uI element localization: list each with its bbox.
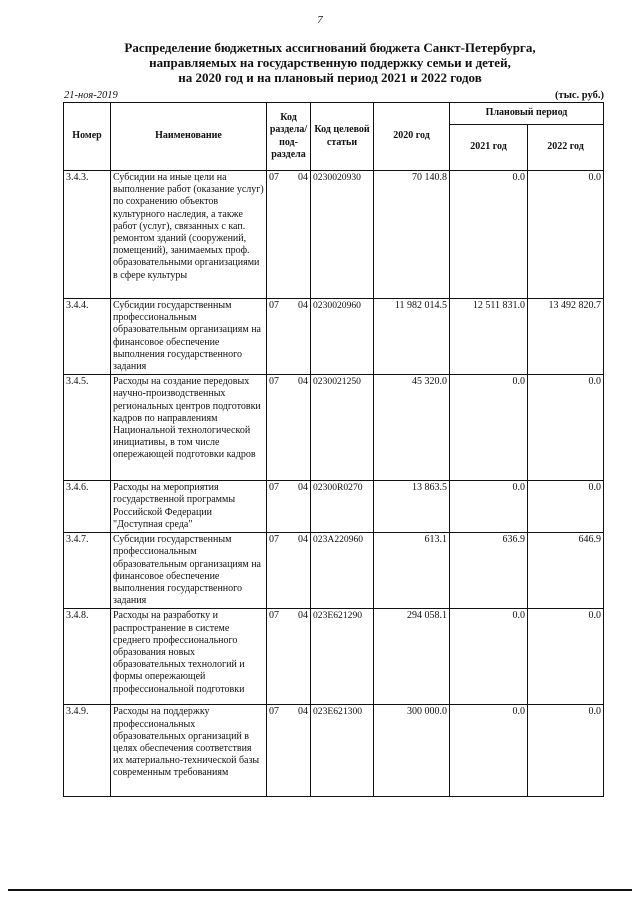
row-number: 3.4.4. xyxy=(64,299,111,375)
row-section-code: 07 xyxy=(267,533,291,609)
row-number: 3.4.5. xyxy=(64,375,111,481)
header-number: Номер xyxy=(64,103,111,171)
row-target-code: 023E621300 xyxy=(311,705,374,797)
row-amount-2021: 0.0 xyxy=(450,375,528,481)
table-row xyxy=(64,705,604,797)
row-section-code: 07 xyxy=(267,481,291,533)
row-amount-2020: 13 863.5 xyxy=(374,481,450,533)
row-section-code: 07 xyxy=(267,609,291,705)
header-year-2021: 2021 год xyxy=(450,125,528,171)
row-amount-2021: 12 511 831.0 xyxy=(450,299,528,375)
report-date: 21-ноя-2019 xyxy=(64,90,118,101)
row-name: Субсидии государственным профессиональным образовательным организациям на финансовое обеспечение выполнения государственного задания xyxy=(111,299,267,375)
row-number: 3.4.9. xyxy=(64,705,111,797)
row-number: 3.4.6. xyxy=(64,481,111,533)
row-amount-2020: 294 058.1 xyxy=(374,609,450,705)
table-row xyxy=(64,299,604,375)
table-row xyxy=(64,171,604,299)
header-name: Наименование xyxy=(111,103,267,171)
budget-table xyxy=(63,102,604,797)
row-name: Расходы на разработку и распространение в системе среднего профессионального образования новых образовательных технологий и формы опережающей профессиональной подготовки xyxy=(111,609,267,705)
row-target-code: 023E621290 xyxy=(311,609,374,705)
header-year-2022: 2022 год xyxy=(528,125,604,171)
row-amount-2021: 0.0 xyxy=(450,171,528,299)
table-body xyxy=(64,171,604,797)
row-amount-2022: 0.0 xyxy=(528,375,604,481)
row-section-code: 07 xyxy=(267,171,291,299)
row-number: 3.4.7. xyxy=(64,533,111,609)
row-target-code: 0230021250 xyxy=(311,375,374,481)
header-section-code: Код раздела/ под-раздела xyxy=(267,103,311,171)
title-line: на 2020 год и на плановый период 2021 и 2022 годов xyxy=(178,70,482,85)
row-target-code: 0230020960 xyxy=(311,299,374,375)
units-label: (тыс. руб.) xyxy=(555,90,604,101)
row-target-code: 02300R0270 xyxy=(311,481,374,533)
header-year-2020: 2020 год xyxy=(374,103,450,171)
row-name: Субсидии на иные цели на выполнение работ (оказание услуг) по сохранению объектов культурного наследия, а также работ (услуг), связанных с кап. ремонтом зданий (сооружений, помещений), занимаемых проф. образовательными организациями в сфере культуры xyxy=(111,171,267,299)
row-amount-2020: 613.1 xyxy=(374,533,450,609)
row-amount-2022: 13 492 820.7 xyxy=(528,299,604,375)
row-section-code: 07 xyxy=(267,705,291,797)
row-subsection-code: 04 xyxy=(291,171,311,299)
row-section-code: 07 xyxy=(267,375,291,481)
row-subsection-code: 04 xyxy=(291,299,311,375)
row-name: Субсидии государственным профессиональным образовательным организациям на финансовое обеспечение выполнения государственного задания xyxy=(111,533,267,609)
header-planning-period: Плановый период xyxy=(450,103,604,125)
row-subsection-code: 04 xyxy=(291,481,311,533)
row-amount-2022: 646.9 xyxy=(528,533,604,609)
row-name: Расходы на мероприятия государственной программы Российской Федерации "Доступная среда" xyxy=(111,481,267,533)
row-amount-2021: 0.0 xyxy=(450,481,528,533)
row-subsection-code: 04 xyxy=(291,375,311,481)
row-target-code: 0230020930 xyxy=(311,171,374,299)
row-amount-2020: 300 000.0 xyxy=(374,705,450,797)
row-target-code: 023A220960 xyxy=(311,533,374,609)
row-amount-2022: 0.0 xyxy=(528,705,604,797)
header-target-code: Код целевой статьи xyxy=(311,103,374,171)
row-subsection-code: 04 xyxy=(291,609,311,705)
row-amount-2021: 0.0 xyxy=(450,609,528,705)
row-amount-2020: 11 982 014.5 xyxy=(374,299,450,375)
row-amount-2022: 0.0 xyxy=(528,609,604,705)
row-section-code: 07 xyxy=(267,299,291,375)
row-amount-2021: 636.9 xyxy=(450,533,528,609)
table-row xyxy=(64,375,604,481)
row-name: Расходы на создание передовых научно-производственных региональных центров подготовки кадров по направлениям Национальной технологической инициативы, в том числе опережающей подготовки кадров xyxy=(111,375,267,481)
document-title xyxy=(60,40,600,85)
row-subsection-code: 04 xyxy=(291,705,311,797)
table-row xyxy=(64,481,604,533)
row-amount-2021: 0.0 xyxy=(450,705,528,797)
row-subsection-code: 04 xyxy=(291,533,311,609)
table-row xyxy=(64,609,604,705)
row-number: 3.4.8. xyxy=(64,609,111,705)
row-name: Расходы на поддержку профессиональных образовательных организаций в целях обеспечения соответствия их материально-технической базы современным требованиям xyxy=(111,705,267,797)
row-amount-2020: 45 320.0 xyxy=(374,375,450,481)
row-amount-2022: 0.0 xyxy=(528,481,604,533)
row-amount-2020: 70 140.8 xyxy=(374,171,450,299)
table-row xyxy=(64,533,604,609)
title-line: направляемых на государственную поддержку семьи и детей, xyxy=(149,55,511,70)
page-number: 7 xyxy=(317,14,323,26)
bottom-rule xyxy=(8,889,632,891)
row-number: 3.4.3. xyxy=(64,171,111,299)
title-line: Распределение бюджетных ассигнований бюджета Санкт-Петербурга, xyxy=(124,40,536,55)
row-amount-2022: 0.0 xyxy=(528,171,604,299)
